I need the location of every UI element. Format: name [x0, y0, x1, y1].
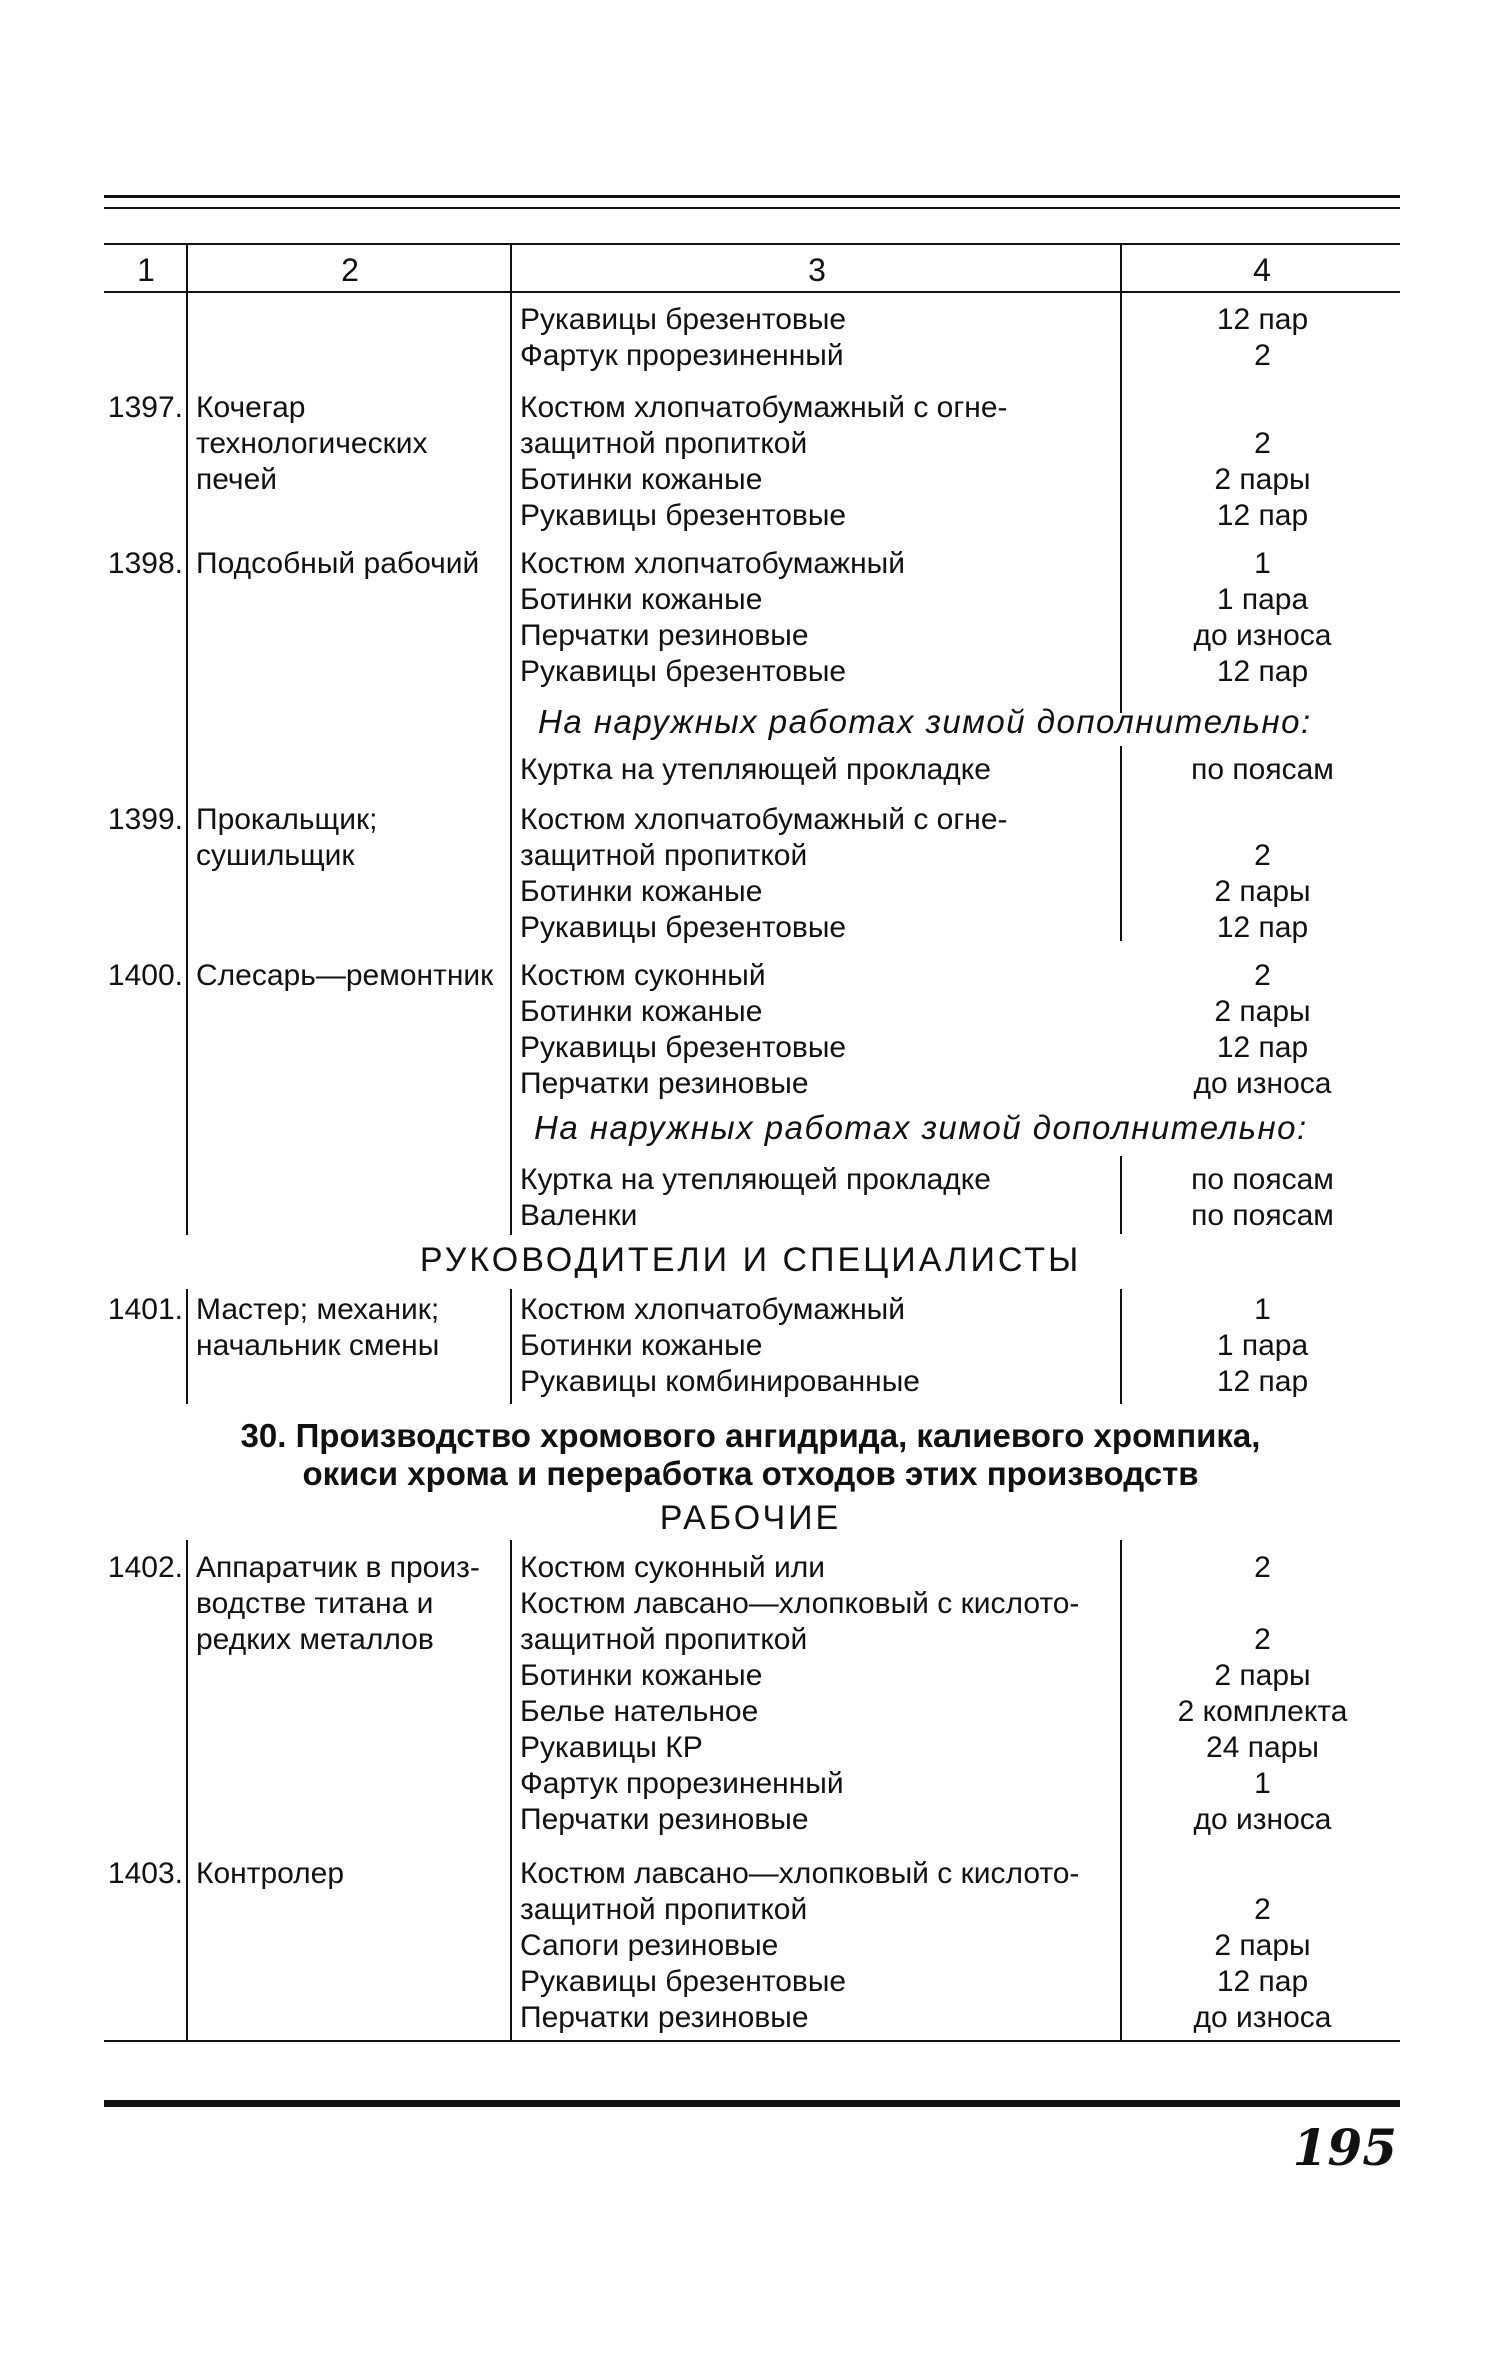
profession: редких металлов [196, 1623, 434, 1656]
top-rule [104, 195, 1400, 198]
item-quantity: по поясам [1191, 1199, 1334, 1232]
header-bottom-rule [104, 291, 1400, 293]
winter-note: На наружных работах зимой дополнительно: [538, 703, 1312, 740]
item-quantity: по поясам [1191, 1163, 1334, 1196]
item-name: Рукавицы брезентовые [520, 655, 847, 688]
col-divider-3 [1120, 746, 1122, 941]
item-name: защитной пропиткой [520, 1623, 808, 1656]
item-name: Перчатки резиновые [520, 1803, 809, 1836]
item-quantity: до износа [1193, 1803, 1332, 1836]
item-quantity: 2 [1254, 1623, 1271, 1656]
header-top-rule [104, 243, 1400, 245]
entry-number: 1403. [107, 1857, 183, 1890]
item-name: Костюм хлопчатобумажный с огне- [520, 391, 1008, 424]
item-quantity: 2 пары [1214, 1659, 1311, 1692]
item-quantity: 2 [1254, 427, 1271, 460]
item-name: Рукавицы брезентовые [520, 1031, 847, 1064]
item-name: Ботинки кожаные [520, 1659, 763, 1692]
item-quantity: 2 пары [1214, 995, 1311, 1028]
item-name: Валенки [520, 1199, 638, 1232]
col-divider-3 [1120, 1156, 1122, 1234]
footer-rule [104, 2100, 1400, 2107]
item-quantity: по поясам [1191, 753, 1334, 786]
item-name: Рукавицы комбинированные [520, 1365, 920, 1398]
col-divider-3 [1120, 1289, 1122, 1404]
item-name: Рукавицы брезентовые [520, 499, 847, 532]
item-quantity: 2 [1254, 1551, 1271, 1584]
item-name: Перчатки резиновые [520, 1067, 809, 1100]
col-divider-1 [186, 1289, 188, 1404]
item-quantity: 1 [1254, 1767, 1271, 1800]
entry-number: 1399. [107, 803, 183, 836]
item-name: Куртка на утепляющей прокладке [520, 753, 991, 786]
item-name: Рукавицы брезентовые [520, 1965, 847, 1998]
header-col2: 2 [341, 252, 359, 288]
col-divider-2 [510, 243, 512, 1235]
item-name: Костюм лавсано—хлопковый с кислото- [520, 1587, 1080, 1620]
item-name: Костюм суконный [520, 959, 766, 992]
item-quantity: 12 пар [1216, 1965, 1309, 1998]
chapter-heading: 30. Производство хромового ангидрида, калиевого хромпика, [240, 1417, 1261, 1454]
item-name: Костюм лавсано—хлопковый с кислото- [520, 1857, 1080, 1890]
profession: Кочегар [196, 391, 306, 424]
item-name: Куртка на утепляющей прокладке [520, 1163, 991, 1196]
profession: начальник смены [196, 1329, 440, 1362]
profession: Подсобный рабочий [196, 547, 480, 580]
item-name: Белье нательное [520, 1695, 759, 1728]
chapter-heading: окиси хрома и переработка отходов этих производств [302, 1455, 1199, 1492]
item-quantity: 12 пар [1216, 303, 1309, 336]
item-quantity: 12 пар [1216, 499, 1309, 532]
top-rule-thin [104, 207, 1400, 209]
item-quantity: 1 [1254, 547, 1271, 580]
col-divider-3 [1120, 1540, 1122, 2040]
page-number: 195 [1292, 2118, 1397, 2177]
item-quantity: 2 [1254, 959, 1271, 992]
item-name: Ботинки кожаные [520, 1329, 763, 1362]
item-quantity: 1 пара [1216, 1329, 1309, 1362]
col-divider-1 [186, 243, 188, 1235]
item-quantity: 12 пар [1216, 1365, 1309, 1398]
col-divider-3 [1120, 243, 1122, 713]
item-quantity: 2 [1254, 1893, 1271, 1926]
profession: Слесарь—ремонтник [196, 959, 494, 992]
item-name: защитной пропиткой [520, 1893, 808, 1926]
item-quantity: 2 пары [1214, 875, 1311, 908]
item-quantity: 12 пар [1216, 911, 1309, 944]
entry-number: 1398. [107, 547, 183, 580]
header-col4: 4 [1253, 252, 1271, 288]
item-name: Ботинки кожаные [520, 583, 763, 616]
entry-number: 1397. [107, 391, 183, 424]
entry-number: 1401. [107, 1293, 183, 1326]
item-name: Сапоги резиновые [520, 1929, 779, 1962]
item-quantity: 1 [1254, 1293, 1271, 1326]
section-title: РАБОЧИЕ [659, 1499, 842, 1537]
item-quantity: до износа [1193, 2001, 1332, 2034]
item-quantity: 2 [1254, 839, 1271, 872]
item-quantity: 24 пары [1206, 1731, 1319, 1764]
profession: Мастер; механик; [196, 1293, 440, 1326]
item-name: Костюм хлопчатобумажный [520, 547, 905, 580]
item-quantity: 2 комплекта [1177, 1695, 1348, 1728]
item-name: Костюм хлопчатобумажный [520, 1293, 905, 1326]
item-name: Перчатки резиновые [520, 619, 809, 652]
item-name: Ботинки кожаные [520, 463, 763, 496]
item-name: Ботинки кожаные [520, 875, 763, 908]
item-quantity: 12 пар [1216, 655, 1309, 688]
table-bottom-rule [104, 2040, 1400, 2042]
profession: Контролер [196, 1857, 345, 1890]
profession: Прокальщик; [196, 803, 378, 836]
item-name: Костюм хлопчатобумажный с огне- [520, 803, 1008, 836]
item-name: Рукавицы КР [520, 1731, 703, 1764]
item-name: защитной пропиткой [520, 839, 808, 872]
item-name: Рукавицы брезентовые [520, 911, 847, 944]
col-divider-1 [186, 1540, 188, 2040]
item-name: Ботинки кожаные [520, 995, 763, 1028]
entry-number: 1400. [107, 959, 183, 992]
item-name: Фартук прорезиненный [520, 339, 844, 372]
item-quantity: 1 пара [1216, 583, 1309, 616]
profession: сушильщик [196, 839, 355, 872]
item-name: Костюм суконный или [520, 1551, 825, 1584]
item-name: Фартук прорезиненный [520, 1767, 844, 1800]
header-col3: 3 [808, 252, 826, 288]
col-divider-2 [510, 1289, 512, 1404]
item-name: Перчатки резиновые [520, 2001, 809, 2034]
item-quantity: 2 [1254, 339, 1271, 372]
winter-note: На наружных работах зимой дополнительно: [534, 1109, 1308, 1146]
item-name: защитной пропиткой [520, 427, 808, 460]
profession: технологических [196, 427, 428, 460]
col-divider-2 [510, 1540, 512, 2040]
item-quantity: 2 пары [1214, 1929, 1311, 1962]
profession: печей [196, 463, 278, 496]
profession: Аппаратчик в произ- [196, 1551, 480, 1584]
item-quantity: до износа [1193, 1067, 1332, 1100]
section-title: РУКОВОДИТЕЛИ И СПЕЦИАЛИСТЫ [419, 1241, 1082, 1279]
header-col1: 1 [137, 252, 155, 288]
item-name: Рукавицы брезентовые [520, 303, 847, 336]
item-quantity: 2 пары [1214, 463, 1311, 496]
item-quantity: 12 пар [1216, 1031, 1309, 1064]
profession: водстве титана и [196, 1587, 434, 1620]
item-quantity: до износа [1193, 619, 1332, 652]
entry-number: 1402. [107, 1551, 183, 1584]
